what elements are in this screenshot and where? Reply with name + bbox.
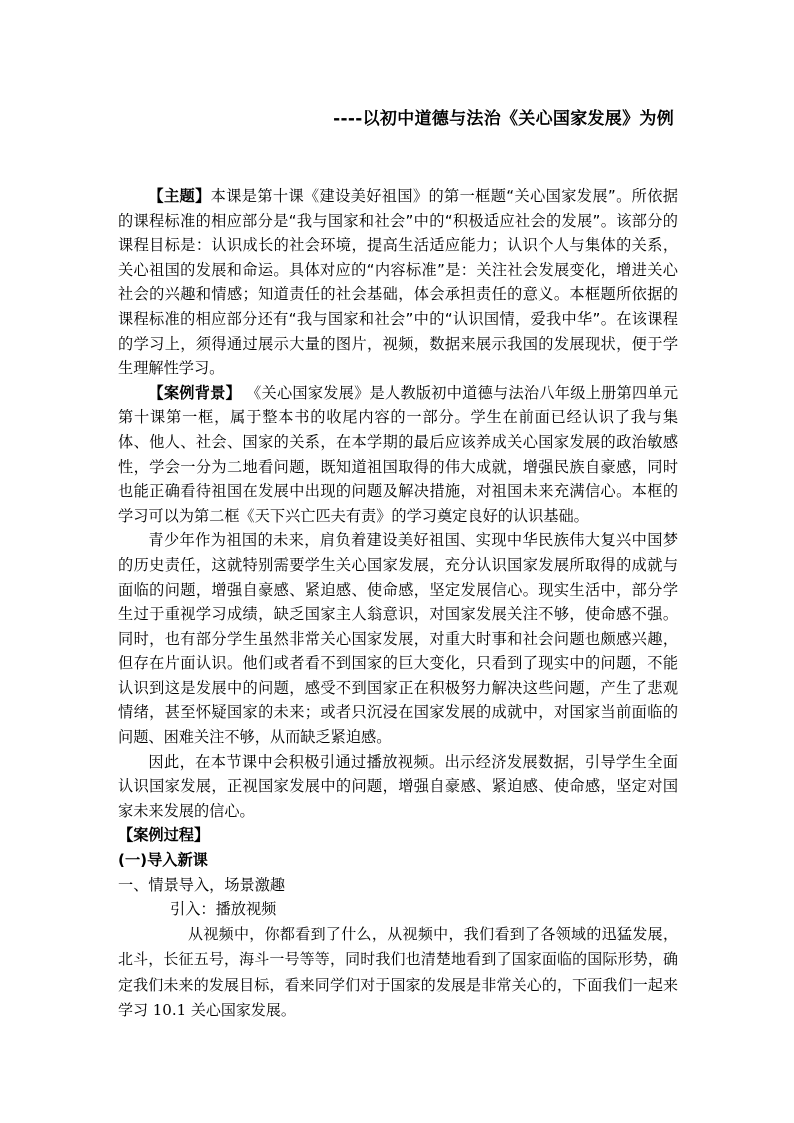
- process-heading: 【案例过程】: [118, 826, 210, 845]
- section-heading-intro: (一)导入新课: [118, 851, 208, 870]
- topic-text: 本课是第十课《建设美好祖国》的第一框题“关心国家发展”。所依据的课程标准的相应部分是“我与国家和社会”中的“积极适应社会的发展”。该部分的课程目标是：认识成长的社会环境，提高生活适应能力；认识个人与集体的关系，关心祖国的发展和命运。具体对应的“内容标准”是：关注社会发展变化，增进关心社会的兴趣和情感；知道责任的社会基础，体会承担责任的意义。本框题所依据的课程标准的相应部分还有“我与国家和社会”中的“认识国情，爱我中华”。在该课程的学习上，须得通过展示大量的图片，视频，数据来展示我国的发展现状，便于学生理解性学习。: [118, 187, 678, 378]
- background-paragraph: [118, 381, 678, 529]
- topic-paragraph: [118, 184, 678, 381]
- document-subtitle: ----以初中道德与法治《关心国家发展》为例: [333, 109, 674, 129]
- video-paragraph: 从视频中，你都看到了什么，从视频中，我们看到了各领域的迅猛发展，北斗，长征五号，海斗一号等等，同时我们也清楚地看到了国家面临的国际形势，确定我们未来的发展目标，看来同学们对于国家的发展是非常关心的，下面我们一起来学习 10.1 关心国家发展。: [118, 924, 678, 1020]
- therefore-paragraph: 因此，在本节课中会积极引通过播放视频。出示经济发展数据，引导学生全面认识国家发展，正视国家发展中的问题，增强自豪感、紧迫感、使命感，坚定对国家未来发展的信心。: [118, 752, 678, 820]
- step-heading: 一、情景导入，场景激趣: [118, 875, 286, 894]
- youth-paragraph: 青少年作为祖国的未来，肩负着建设美好祖国、实现中华民族伟大复兴中国梦的历史责任，这就特别需要学生关心国家发展，充分认识国家发展所取得的成就与面临的问题，增强自豪感、紧迫感、使命感，坚定发展信心。现实生活中，部分学生过于重视学习成绩，缺乏国家主人翁意识，对国家发展关注不够，使命感不强。同时，也有部分学生虽然非常关心国家发展，对重大时事和社会问题也颇感兴趣，但存在片面认识。他们或者看不到国家的巨大变化，只看到了现实中的问题，不能认识到这是发展中的问题，感受不到国家正在积极努力解决这些问题，产生了悲观情绪，甚至怀疑国家的未来；或者只沉浸在国家发展的成就中，对国家当前面临的问题、困难关注不够，从而缺乏紧迫感。: [118, 531, 678, 747]
- background-text: 《关心国家发展》是人教版初中道德与法治八年级上册第四单元第十课第一框，属于整本书的收尾内容的一部分。学生在前面已经认识了我与集体、他人、社会、国家的关系，在本学期的最后应该养成关心国家发展的政治敏感性，学会一分为二地看问题，既知道祖国取得的伟大成就，增强民族自豪感，同时也能正确看待祖国在发展中出现的问题及解决措施，对祖国未来充满信心。本框的学习可以为第二框《天下兴亡匹夫有责》的学习奠定良好的认识基础。: [118, 383, 679, 525]
- intro-line: 引入：播放视频: [170, 900, 277, 919]
- background-label: 【案例背景】: [148, 383, 241, 402]
- topic-label: 【主题】: [148, 187, 211, 205]
- document-body: [118, 184, 678, 1024]
